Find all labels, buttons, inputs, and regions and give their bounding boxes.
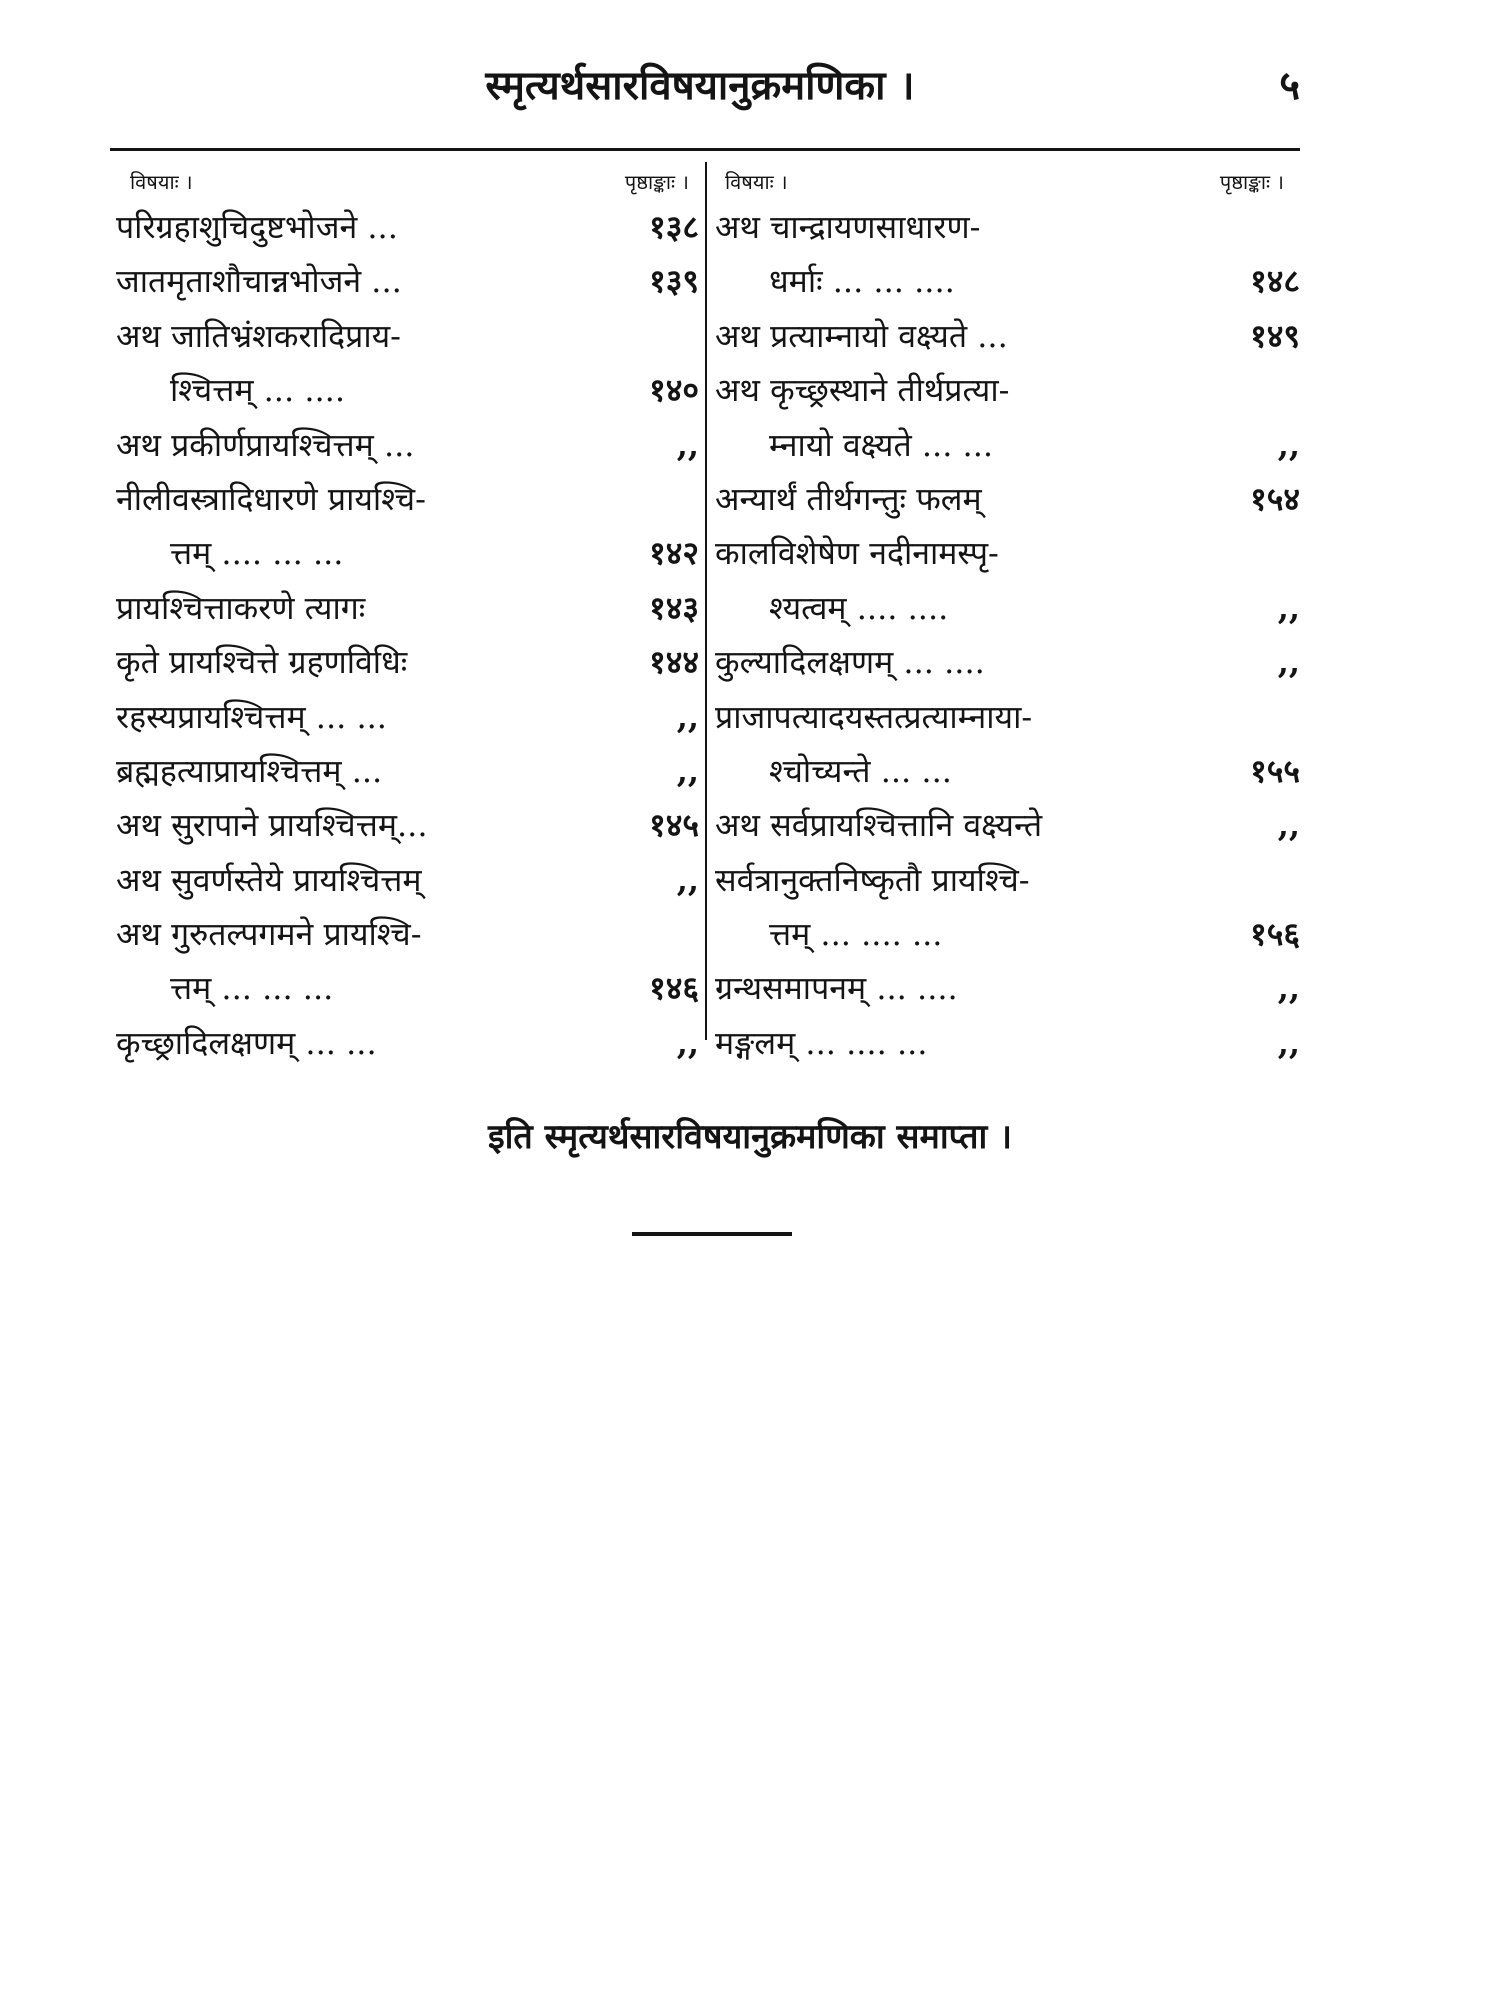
index-row [705,309,1300,363]
index-page: ,, [1277,588,1300,627]
index-row [110,907,705,961]
index-topic: ब्रह्महत्याप्रायश्चित्तम् ... [116,751,383,790]
index-page: ,, [1277,806,1300,845]
index-page: १४३ [649,588,699,627]
index-page: १४० [649,371,699,410]
index-row [705,254,1300,308]
index-page: ,, [1277,969,1300,1008]
index-row [110,472,705,526]
index-topic: म्नायो वक्ष्यते ... ... [769,425,994,464]
index-row [110,798,705,852]
index-row [110,1016,705,1070]
index-row [705,690,1300,744]
index-row [110,961,705,1015]
index-page: ,, [676,697,699,736]
index-topic: जातमृताशौचान्नभोजने ... [116,262,402,301]
index-page: १४९ [1250,316,1300,355]
index-page: १५५ [1250,751,1300,790]
index-page: ,, [676,751,699,790]
index-topic: प्राजापत्यादयस्तत्प्रत्याम्नाया- [715,697,1033,736]
index-topic: त्तम् ... .... ... [769,915,943,954]
index-row [705,1016,1300,1070]
index-row [110,526,705,580]
end-rule [632,1232,792,1236]
index-row [110,744,705,798]
index-page: १५४ [1250,479,1300,518]
index-row [110,635,705,689]
index-row [705,907,1300,961]
index-row [705,635,1300,689]
index-row [110,254,705,308]
index-topic: अथ कृच्छ्रस्थाने तीर्थप्रत्या- [715,371,1010,410]
index-row [110,690,705,744]
page-heading: पृष्ठाङ्काः । [624,170,689,194]
index-topic: प्रायश्चित्ताकरणे त्यागः [116,588,366,627]
index-topic: धर्माः ... ... .... [769,262,955,301]
page-heading: पृष्ठाङ्काः । [1219,170,1284,194]
index-row [705,472,1300,526]
index-page: ,, [1277,425,1300,464]
index-topic: ग्रन्थसमापनम् ... .... [715,969,958,1008]
index-page: ,, [1277,643,1300,682]
index-page: १४४ [649,643,699,682]
index-table [110,162,1300,1062]
index-topic: अथ प्रत्याम्नायो वक्ष्यते ... [715,316,1008,355]
index-page: ,, [676,1023,699,1062]
index-topic: श्चोच्यन्ते ... ... [769,751,952,790]
index-topic: अथ चान्द्रायणसाधारण- [715,208,981,246]
index-column-left [110,162,705,1070]
index-row [705,200,1300,254]
index-row [705,526,1300,580]
page-number: ५ [1279,62,1300,109]
index-row [705,744,1300,798]
index-row [705,961,1300,1015]
index-page: १४८ [1250,262,1300,301]
index-topic: त्तम् .... ... ... [170,534,344,573]
index-topic: अथ जातिभ्रंशकरादिप्राय- [116,316,401,355]
index-topic: कुल्यादिलक्षणम् ... .... [715,643,985,682]
index-topic: त्तम् ... ... ... [170,969,334,1008]
index-topic: परिग्रहाशुचिदुष्टभोजने ... [116,208,398,246]
colophon: इति स्मृत्यर्थसारविषयानुक्रमणिका समाप्ता । [487,1117,1013,1157]
index-topic: नीलीवस्त्रादिधारणे प्रायश्चि- [116,479,426,518]
index-topic: अथ प्रकीर्णप्रायश्चित्तम् ... [116,425,415,464]
index-row [705,581,1300,635]
index-page: १४६ [649,969,699,1008]
index-topic: कालविशेषेण नदीनामस्पृ- [715,534,999,573]
index-page: १३९ [649,262,699,301]
index-topic: अथ सर्वप्रायश्चित्तानि वक्ष्यन्ते [715,806,1043,845]
index-topic: अन्यार्थं तीर्थगन्तुः फलम् [715,479,982,518]
column-headings [705,162,1300,200]
column-headings [110,162,705,200]
index-row [110,363,705,417]
index-row [705,853,1300,907]
index-page: ,, [676,860,699,899]
index-row [705,363,1300,417]
index-row [110,581,705,635]
index-page: १४२ [649,534,699,573]
index-page: १३८ [649,208,699,246]
topic-heading: विषयाः । [130,170,193,194]
index-page: १५६ [1250,915,1300,954]
index-topic: सर्वत्रानुक्तनिष्कृतौ प्रायश्चि- [715,860,1030,899]
header-rule [110,148,1300,151]
index-topic: रहस्यप्रायश्चित्तम् ... ... [116,697,387,736]
topic-heading: विषयाः । [725,170,788,194]
index-row [705,418,1300,472]
page-title: स्मृत्यर्थसारविषयानुक्रमणिका । [485,62,915,109]
index-row [110,418,705,472]
index-row [110,200,705,254]
index-page: ,, [676,425,699,464]
index-column-right [705,162,1300,1070]
index-topic: कृच्छ्रादिलक्षणम् ... ... [116,1023,377,1062]
index-topic: मङ्गलम् ... .... ... [715,1023,928,1062]
index-topic: कृते प्रायश्चित्ते ग्रहणविधिः [116,643,408,682]
index-row [705,798,1300,852]
index-topic: अथ सुवर्णस्तेये प्रायश्चित्तम् [116,860,422,899]
index-row [110,309,705,363]
index-topic: अथ सुरापाने प्रायश्चित्तम्... [116,806,428,845]
index-page: ,, [1277,1023,1300,1062]
index-row [110,853,705,907]
page-header [100,56,1300,126]
index-topic: श्यत्वम् .... .... [769,588,949,627]
index-topic: अथ गुरुतल्पगमने प्रायश्चि- [116,915,422,954]
index-topic: श्चित्तम् ... .... [170,371,346,410]
index-page: १४५ [649,806,699,845]
